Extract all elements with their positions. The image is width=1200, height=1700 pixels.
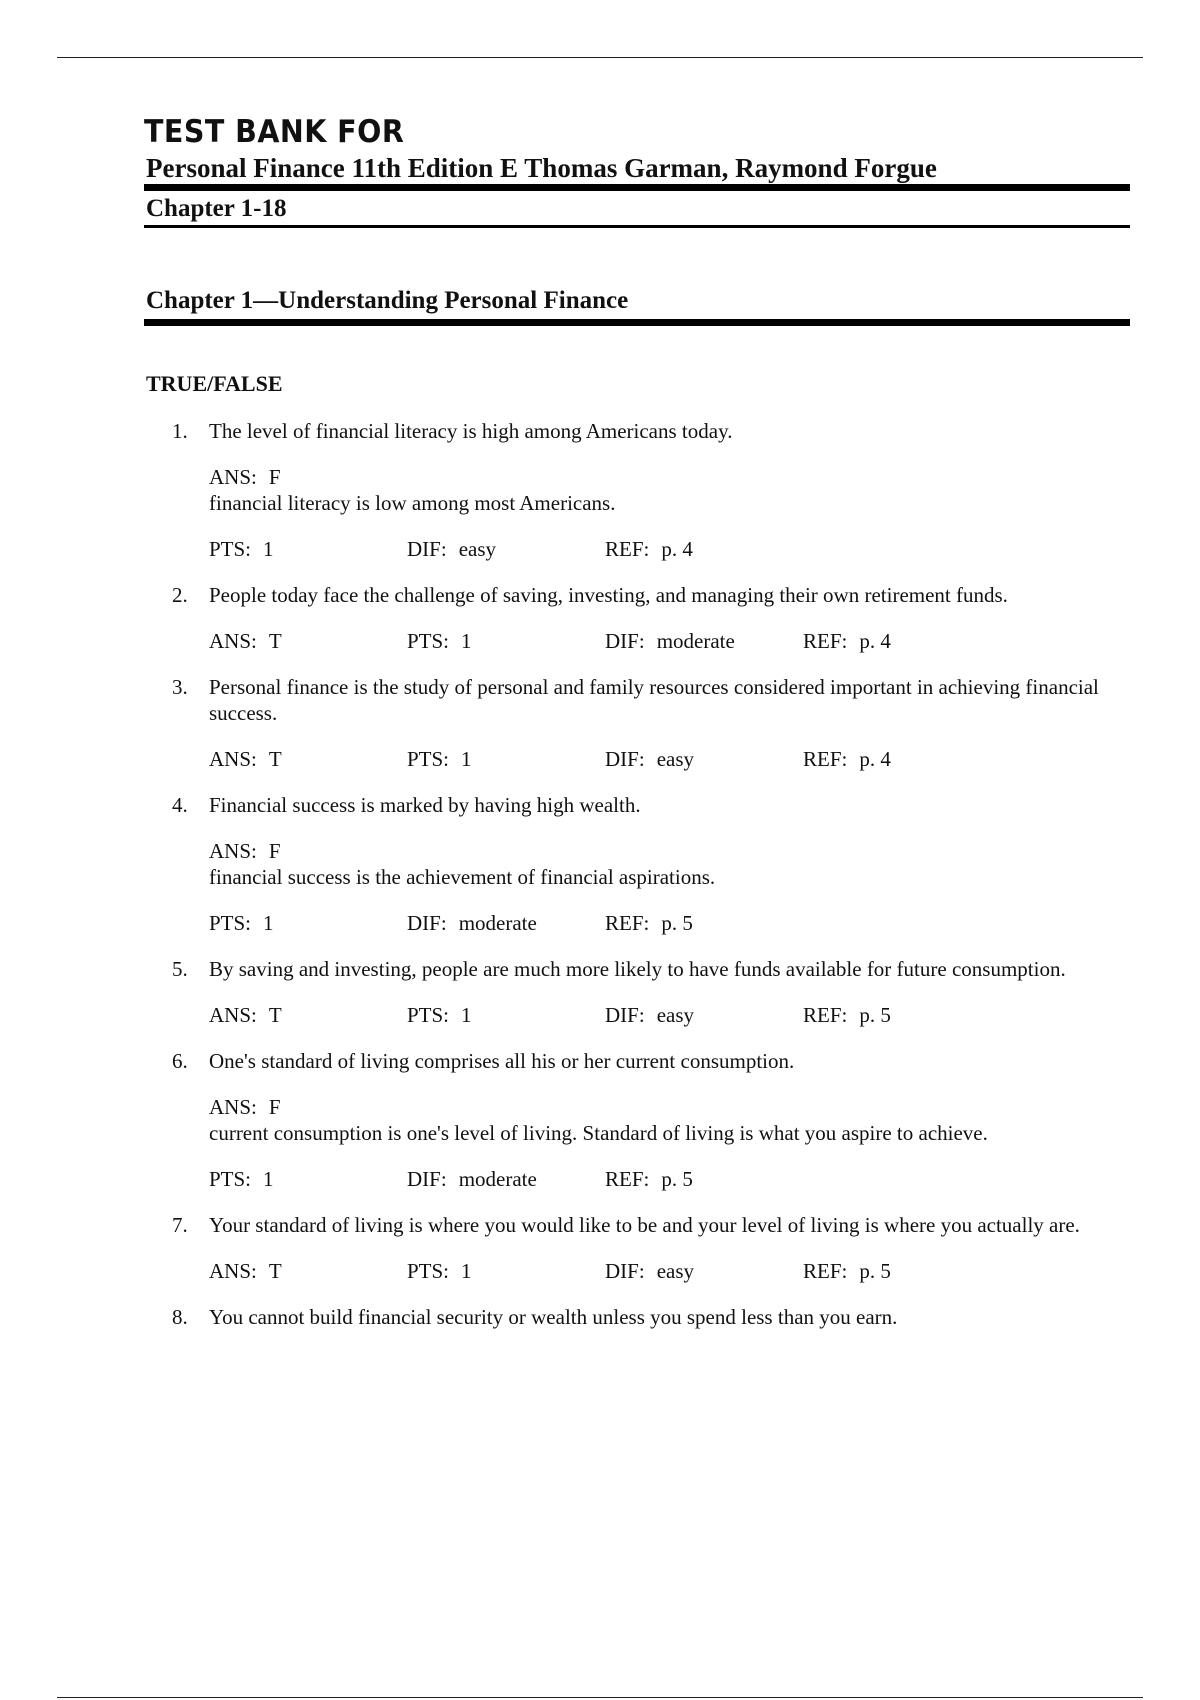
pts-label: PTS: bbox=[209, 1167, 252, 1191]
answer-line bbox=[209, 464, 1130, 490]
ref-field bbox=[605, 910, 803, 936]
dif-field bbox=[407, 1166, 605, 1192]
ref-field bbox=[803, 746, 1001, 772]
pts-value: 1 bbox=[263, 1167, 274, 1191]
answer-rationale: financial success is the achievement of financial aspirations. bbox=[209, 865, 716, 889]
page-top-rule bbox=[57, 57, 1143, 58]
title-underline bbox=[144, 184, 1130, 191]
answer-block bbox=[209, 464, 1130, 516]
ans-field bbox=[209, 1258, 407, 1284]
answer-value: F bbox=[268, 465, 281, 489]
answer-block bbox=[209, 838, 1130, 890]
question-text: The level of financial literacy is high among Americans today. bbox=[209, 419, 733, 443]
ref-label: REF: bbox=[803, 1259, 848, 1283]
dif-value: easy bbox=[458, 537, 497, 561]
answer-line bbox=[209, 838, 1130, 864]
question-number: 1. bbox=[172, 419, 188, 443]
answer-value: T bbox=[268, 747, 282, 771]
page-bottom-rule bbox=[57, 1697, 1143, 1698]
dif-label: DIF: bbox=[407, 1167, 447, 1191]
ans-label: ANS: bbox=[209, 747, 257, 771]
question-number: 5. bbox=[172, 957, 188, 981]
ref-value: p. 4 bbox=[859, 747, 891, 771]
ref-value: p. 5 bbox=[661, 911, 693, 935]
ref-field bbox=[803, 628, 1001, 654]
question-item bbox=[144, 1212, 1130, 1284]
question-item bbox=[144, 1048, 1130, 1192]
pts-value: 1 bbox=[461, 1003, 472, 1027]
pts-label: PTS: bbox=[209, 911, 252, 935]
dif-label: DIF: bbox=[605, 1003, 645, 1027]
question-meta bbox=[209, 1258, 1130, 1284]
question-meta bbox=[209, 628, 1130, 654]
dif-value: moderate bbox=[656, 629, 735, 653]
ans-label: ANS: bbox=[209, 465, 257, 489]
question-meta bbox=[209, 1002, 1130, 1028]
answer-rationale: financial literacy is low among most Americans. bbox=[209, 491, 616, 515]
book-title: Personal Finance 11th Edition E Thomas Garman, Raymond Forgue bbox=[146, 153, 937, 183]
dif-label: DIF: bbox=[605, 1259, 645, 1283]
dif-field bbox=[605, 628, 803, 654]
question-text: You cannot build financial security or wealth unless you spend less than you earn. bbox=[209, 1305, 898, 1329]
ref-value: p. 5 bbox=[859, 1259, 891, 1283]
question-meta bbox=[209, 746, 1130, 772]
pts-label: PTS: bbox=[407, 629, 450, 653]
answer-value: F bbox=[268, 1095, 281, 1119]
question-number: 4. bbox=[172, 793, 188, 817]
ref-value: p. 4 bbox=[661, 537, 693, 561]
question-list bbox=[144, 418, 1130, 1330]
question-item bbox=[144, 792, 1130, 936]
question-item bbox=[144, 582, 1130, 654]
pts-field bbox=[407, 1002, 605, 1028]
chapter-range-underline bbox=[144, 225, 1130, 228]
ans-label: ANS: bbox=[209, 1095, 257, 1119]
dif-field bbox=[407, 536, 605, 562]
answer-value: T bbox=[268, 629, 282, 653]
question-text: Financial success is marked by having high wealth. bbox=[209, 793, 641, 817]
pts-label: PTS: bbox=[407, 1259, 450, 1283]
pts-value: 1 bbox=[263, 537, 274, 561]
ref-label: REF: bbox=[803, 747, 848, 771]
ans-field bbox=[209, 1002, 407, 1028]
answer-value: F bbox=[268, 839, 281, 863]
section-heading: TRUE/FALSE bbox=[146, 371, 283, 396]
question-text: Your standard of living is where you would like to be and your level of living is where you actually are. bbox=[209, 1213, 1080, 1237]
pts-field bbox=[209, 536, 407, 562]
pts-value: 1 bbox=[461, 629, 472, 653]
pts-value: 1 bbox=[461, 1259, 472, 1283]
ans-label: ANS: bbox=[209, 1259, 257, 1283]
dif-label: DIF: bbox=[407, 911, 447, 935]
answer-block bbox=[209, 1094, 1130, 1146]
dif-value: easy bbox=[656, 1003, 695, 1027]
pts-value: 1 bbox=[461, 747, 472, 771]
question-number: 2. bbox=[172, 583, 188, 607]
dif-field bbox=[605, 1258, 803, 1284]
ans-label: ANS: bbox=[209, 1003, 257, 1027]
ans-label: ANS: bbox=[209, 839, 257, 863]
pts-label: PTS: bbox=[407, 747, 450, 771]
ref-field bbox=[803, 1258, 1001, 1284]
ref-value: p. 5 bbox=[859, 1003, 891, 1027]
answer-rationale: current consumption is one's level of living. Standard of living is what you aspire to achieve. bbox=[209, 1121, 988, 1145]
pts-field bbox=[407, 1258, 605, 1284]
dif-field bbox=[407, 910, 605, 936]
question-item bbox=[144, 674, 1130, 772]
ans-field bbox=[209, 628, 407, 654]
ref-field bbox=[803, 1002, 1001, 1028]
pts-field bbox=[209, 910, 407, 936]
ref-value: p. 4 bbox=[859, 629, 891, 653]
dif-value: moderate bbox=[458, 1167, 537, 1191]
dif-label: DIF: bbox=[407, 537, 447, 561]
ans-label: ANS: bbox=[209, 629, 257, 653]
ref-value: p. 5 bbox=[661, 1167, 693, 1191]
question-text: By saving and investing, people are much more likely to have funds available for future consumption. bbox=[209, 957, 1066, 981]
ref-field bbox=[605, 536, 803, 562]
chapter-range: Chapter 1-18 bbox=[146, 195, 287, 222]
ref-label: REF: bbox=[605, 537, 650, 561]
dif-value: easy bbox=[656, 747, 695, 771]
dif-value: easy bbox=[656, 1259, 695, 1283]
ref-label: REF: bbox=[803, 1003, 848, 1027]
question-text: One's standard of living comprises all his or her current consumption. bbox=[209, 1049, 795, 1073]
ref-label: REF: bbox=[605, 911, 650, 935]
pts-label: PTS: bbox=[209, 537, 252, 561]
dif-label: DIF: bbox=[605, 629, 645, 653]
dif-value: moderate bbox=[458, 911, 537, 935]
pts-label: PTS: bbox=[407, 1003, 450, 1027]
dif-field bbox=[605, 746, 803, 772]
pts-value: 1 bbox=[263, 911, 274, 935]
answer-value: T bbox=[268, 1259, 282, 1283]
chapter-heading-underline bbox=[144, 319, 1130, 326]
pts-field bbox=[209, 1166, 407, 1192]
question-number: 3. bbox=[172, 675, 188, 699]
dif-field bbox=[605, 1002, 803, 1028]
question-meta bbox=[209, 536, 1130, 562]
question-meta bbox=[209, 910, 1130, 936]
ref-label: REF: bbox=[605, 1167, 650, 1191]
answer-value: T bbox=[268, 1003, 282, 1027]
ref-field bbox=[605, 1166, 803, 1192]
test-bank-title: TEST BANK FOR bbox=[144, 114, 405, 150]
dif-label: DIF: bbox=[605, 747, 645, 771]
ref-label: REF: bbox=[803, 629, 848, 653]
pts-field bbox=[407, 628, 605, 654]
ans-field bbox=[209, 746, 407, 772]
pts-field bbox=[407, 746, 605, 772]
document-body bbox=[144, 112, 1130, 1350]
answer-line bbox=[209, 1094, 1130, 1120]
question-text: Personal finance is the study of personal and family resources considered important in achieving financial success. bbox=[209, 675, 1099, 725]
question-item bbox=[144, 418, 1130, 562]
question-text: People today face the challenge of saving, investing, and managing their own retirement funds. bbox=[209, 583, 1008, 607]
question-number: 7. bbox=[172, 1213, 188, 1237]
chapter-heading: Chapter 1—Understanding Personal Finance bbox=[146, 287, 629, 314]
question-number: 6. bbox=[172, 1049, 188, 1073]
question-item bbox=[144, 956, 1130, 1028]
question-number: 8. bbox=[172, 1305, 188, 1329]
question-meta bbox=[209, 1166, 1130, 1192]
question-item bbox=[144, 1304, 1130, 1330]
